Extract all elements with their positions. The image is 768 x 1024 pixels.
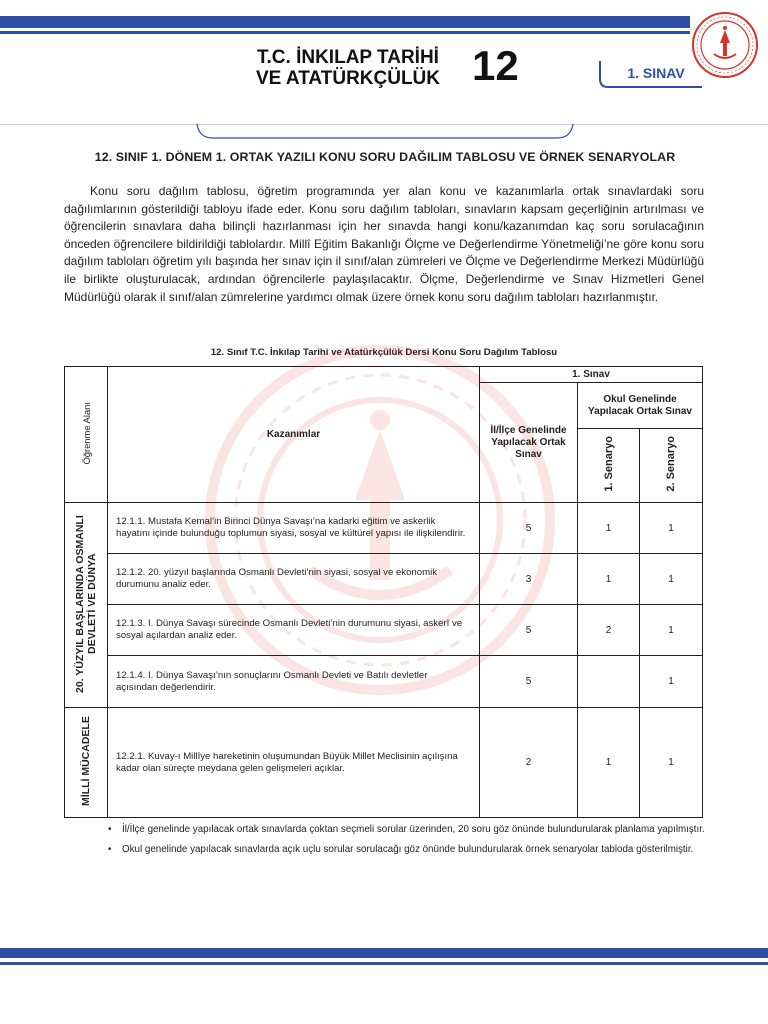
province-count-cell: 5 [480, 503, 578, 554]
course-title-line2: VE ATATÜRKÇÜLÜK [256, 68, 440, 89]
learning-area-cell [65, 503, 108, 708]
scenario1-header-label: 1. Senaryo [602, 436, 615, 492]
exam-header: 1. Sınav [480, 367, 703, 383]
header-bracket [195, 124, 575, 144]
course-title-line1: T.C. İNKILAP TARİHİ [257, 47, 439, 68]
table-row [65, 656, 703, 708]
bullet-icon: • [108, 843, 112, 855]
table-row [65, 554, 703, 605]
exam-tab-label: 1. SINAV [627, 65, 685, 81]
area-header [65, 367, 108, 503]
scenario1-count-cell [578, 656, 640, 708]
province-count-cell: 5 [480, 656, 578, 708]
area-header-label: Öğrenme Alanı [80, 402, 92, 465]
school-exam-header: Okul Genelinde Yapılacak Ortak Sınav [578, 383, 703, 429]
bullet-icon: • [108, 824, 112, 835]
outcome-cell: 12.1.4. I. Dünya Savaşı’nın sonuçlarını Osmanlı Devleti ve Batılı devletler açısından değerlendirir. [108, 656, 480, 708]
document-title: 12. SINIF 1. DÖNEM 1. ORTAK YAZILI KONU SORU DAĞILIM TABLOSU VE ÖRNEK SENARYOLAR [94, 150, 676, 164]
table-row [65, 708, 703, 818]
header-stripe-line [0, 31, 690, 34]
province-count-cell: 5 [480, 605, 578, 656]
grade-number: 12 [472, 42, 519, 89]
scenario2-count-cell: 1 [640, 708, 703, 818]
course-title [228, 47, 468, 89]
scenario1-count-cell: 1 [578, 708, 640, 818]
scenario1-header [578, 429, 640, 503]
table-header-row [65, 367, 703, 383]
distribution-table [64, 366, 703, 818]
note-text: Okul genelinde yapılacak sınavlarda açık uçlu sorular sorulacağı göz önünde bulundurularak örnek senaryolar tabloda gösterilmiştir. [122, 843, 694, 855]
scenario2-count-cell: 1 [640, 656, 703, 708]
note-text: İl/İlçe genelinde yapılacak ortak sınavlarda çoktan seçmeli sorular üzerinden, 20 soru göz önünde bulundurularak planlama yapılmıştır. [122, 824, 705, 835]
outcome-cell: 12.1.3. I. Dünya Savaşı sürecinde Osmanlı Devleti’nin durumunu siyasi, askerî ve sosyal açılardan analiz eder. [108, 605, 480, 656]
table-row [65, 605, 703, 656]
intro-paragraph: Konu soru dağılım tablosu, öğretim programında yer alan konu ve kazanımlarla ortak sınavlardaki soru dağılımlarının gösterildiği tabloyu ifade eder. Konu soru dağılım tabloları, sınavların kapsam geçerliğinin artırılması ve öğrencilerin sınavlara daha bilinçli hazırlanması için her sınavda hangi konu/kazanımdan kaç soru sorulacağının önceden öğrencilere bildirildiği tablolardır. Millî Eğitim Bakanlığı Ölçme ve Değerlendirme Yönetmeliği’ne göre konu soru dağılım tabloları öğretim yılı başında her sınav için il sınıf/alan zümreleri ve Ölçme ve Değerlendirme Merkezi Müdürlüğü ile birlikte oluşturulacak, ardından öğrencilerle paylaşılacaktır. Ölçme, Değerlendirme ve Sınav Hizmetleri Genel Müdürlüğü olarak il sınıf/alan zümrelerine yardımcı olmak üzere örnek konu soru dağılım tabloları hazırlanmıştır. [64, 184, 704, 304]
province-count-cell: 3 [480, 554, 578, 605]
notes-list [108, 822, 708, 861]
note-item [108, 842, 708, 859]
learning-area-label: 20. YÜZYIL BAŞLARINDA OSMANLI DEVLETİ VE DÜNYA [74, 514, 98, 693]
scenario2-count-cell: 1 [640, 554, 703, 605]
scenario1-count-cell: 2 [578, 605, 640, 656]
scenario1-count-cell: 1 [578, 503, 640, 554]
table-caption: 12. Sınıf T.C. İnkılap Tarihi ve Atatürkçülük Dersi Konu Soru Dağılım Tablosu [210, 347, 558, 358]
province-count-cell: 2 [480, 708, 578, 818]
table-row [65, 503, 703, 554]
scenario2-count-cell: 1 [640, 503, 703, 554]
outcomes-header: Kazanımlar [108, 367, 480, 503]
footer-stripe-line [0, 962, 768, 965]
outcome-cell: 12.2.1. Kuvay-ı Millîye hareketinin oluşumundan Büyük Millet Meclisinin açılışına kadar olan süreçte meydana gelen gelişmeleri açıklar. [108, 708, 480, 818]
scenario2-header [640, 429, 703, 503]
outcome-cell: 12.1.2. 20. yüzyıl başlarında Osmanlı Devleti’nin siyasi, sosyal ve ekonomik durumunu analiz eder. [108, 554, 480, 605]
learning-area-cell [65, 708, 108, 818]
province-exam-header: İl/İlçe Genelinde Yapılacak Ortak Sınav [480, 383, 578, 503]
scenario2-header-label: 2. Senaryo [665, 436, 677, 492]
header-stripe [0, 16, 690, 28]
footer-stripe [0, 948, 768, 958]
note-item [108, 822, 708, 839]
scenario2-count-cell: 1 [640, 605, 703, 656]
scenario1-count-cell: 1 [578, 554, 640, 605]
outcome-cell: 12.1.1. Mustafa Kemal’in Birinci Dünya Savaşı’na kadarki eğitim ve askerlik hayatını içinde bulunduğu toplumun siyasi, sosyal ve kültürel yapısı ile ilişkilendirir. [108, 503, 480, 554]
learning-area-label: MİLLİ MÜCADELE [80, 716, 92, 806]
